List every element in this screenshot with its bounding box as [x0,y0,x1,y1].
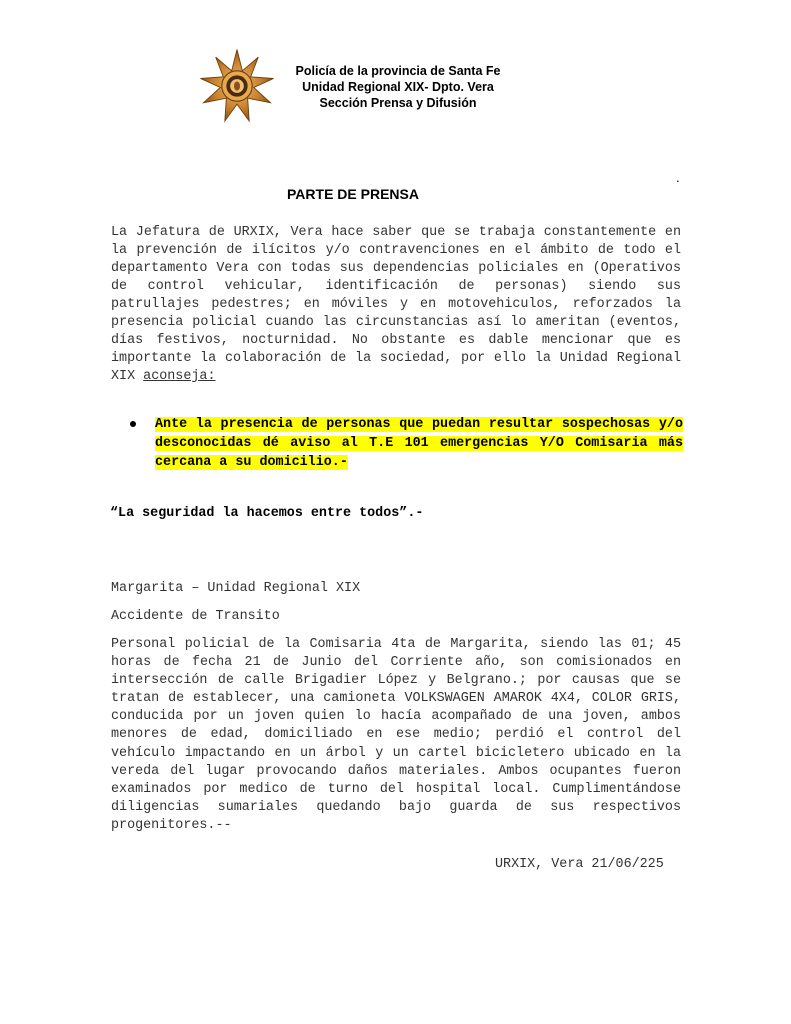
top-right-mark: . [676,170,680,185]
motto: “La seguridad la hacemos entre todos”.- [110,506,424,521]
header-line-1: Policía de la provincia de Santa Fe [295,64,501,78]
advice-text: Ante la presencia de personas que puedan resultar sospechosas y/o desconocidas dé aviso al T.E 101 emergencias Y/O Comisaria más cercana a su domicilio.- [155,417,683,470]
police-star-emblem-icon [199,48,275,124]
bullet-icon [130,421,136,427]
page-title: PARTE DE PRENSA [287,186,419,202]
report-signature: URXIX, Vera 21/06/225 [495,857,664,872]
header-line-2: Unidad Regional XIX- Dpto. Vera [302,80,494,94]
header-line-3: Sección Prensa y Difusión [319,96,477,110]
intro-paragraph [111,224,681,386]
advice-text-block [155,415,683,472]
report-subject: Accidente de Transito [111,609,280,624]
institution-header [278,63,518,111]
intro-text: La Jefatura de URXIX, Vera hace saber que se trabaja constantemente en la prevención de ilícitos y/o contravenciones en el ámbito de todo el departamento Vera con todas sus dependencias policiales en (Operativos de control vehicular, identificación de personas) siendo sus patrullajes pedestres; en móviles y en motovehiculos, reforzados la presencia policial cuando las circunstancias así lo ameritan (eventos, días festivos, nocturnidad. No obstante es dable mencionar que es importante la colaboración de la sociedad, por ello la Unidad Regional XIX [111,225,681,384]
intro-underlined-end: aconseja: [143,369,216,384]
report-place: Margarita – Unidad Regional XIX [111,581,361,596]
report-body: Personal policial de la Comisaria 4ta de Margarita, siendo las 01; 45 horas de fecha 21 de Junio del Corriente año, son comisionados en intersección de calle Brigadier López y Belgrano.; por causas que se tratan de establecer, una camioneta VOLKSWAGEN AMAROK 4X4, COLOR GRIS, conducida por un joven quien lo hacía acompañado de una joven, ambos menores de edad, domiciliado en ese medio; perdió el control del vehículo impactando en un árbol y un cartel bicicletero ubicado en la vereda del lugar provocando daños materiales. Ambos ocupantes fueron examinados por medico de turno del hospital local. Cumplimentándose diligencias sumariales quedando bajo guarda de sus respectivos progenitores.-- [111,637,681,833]
